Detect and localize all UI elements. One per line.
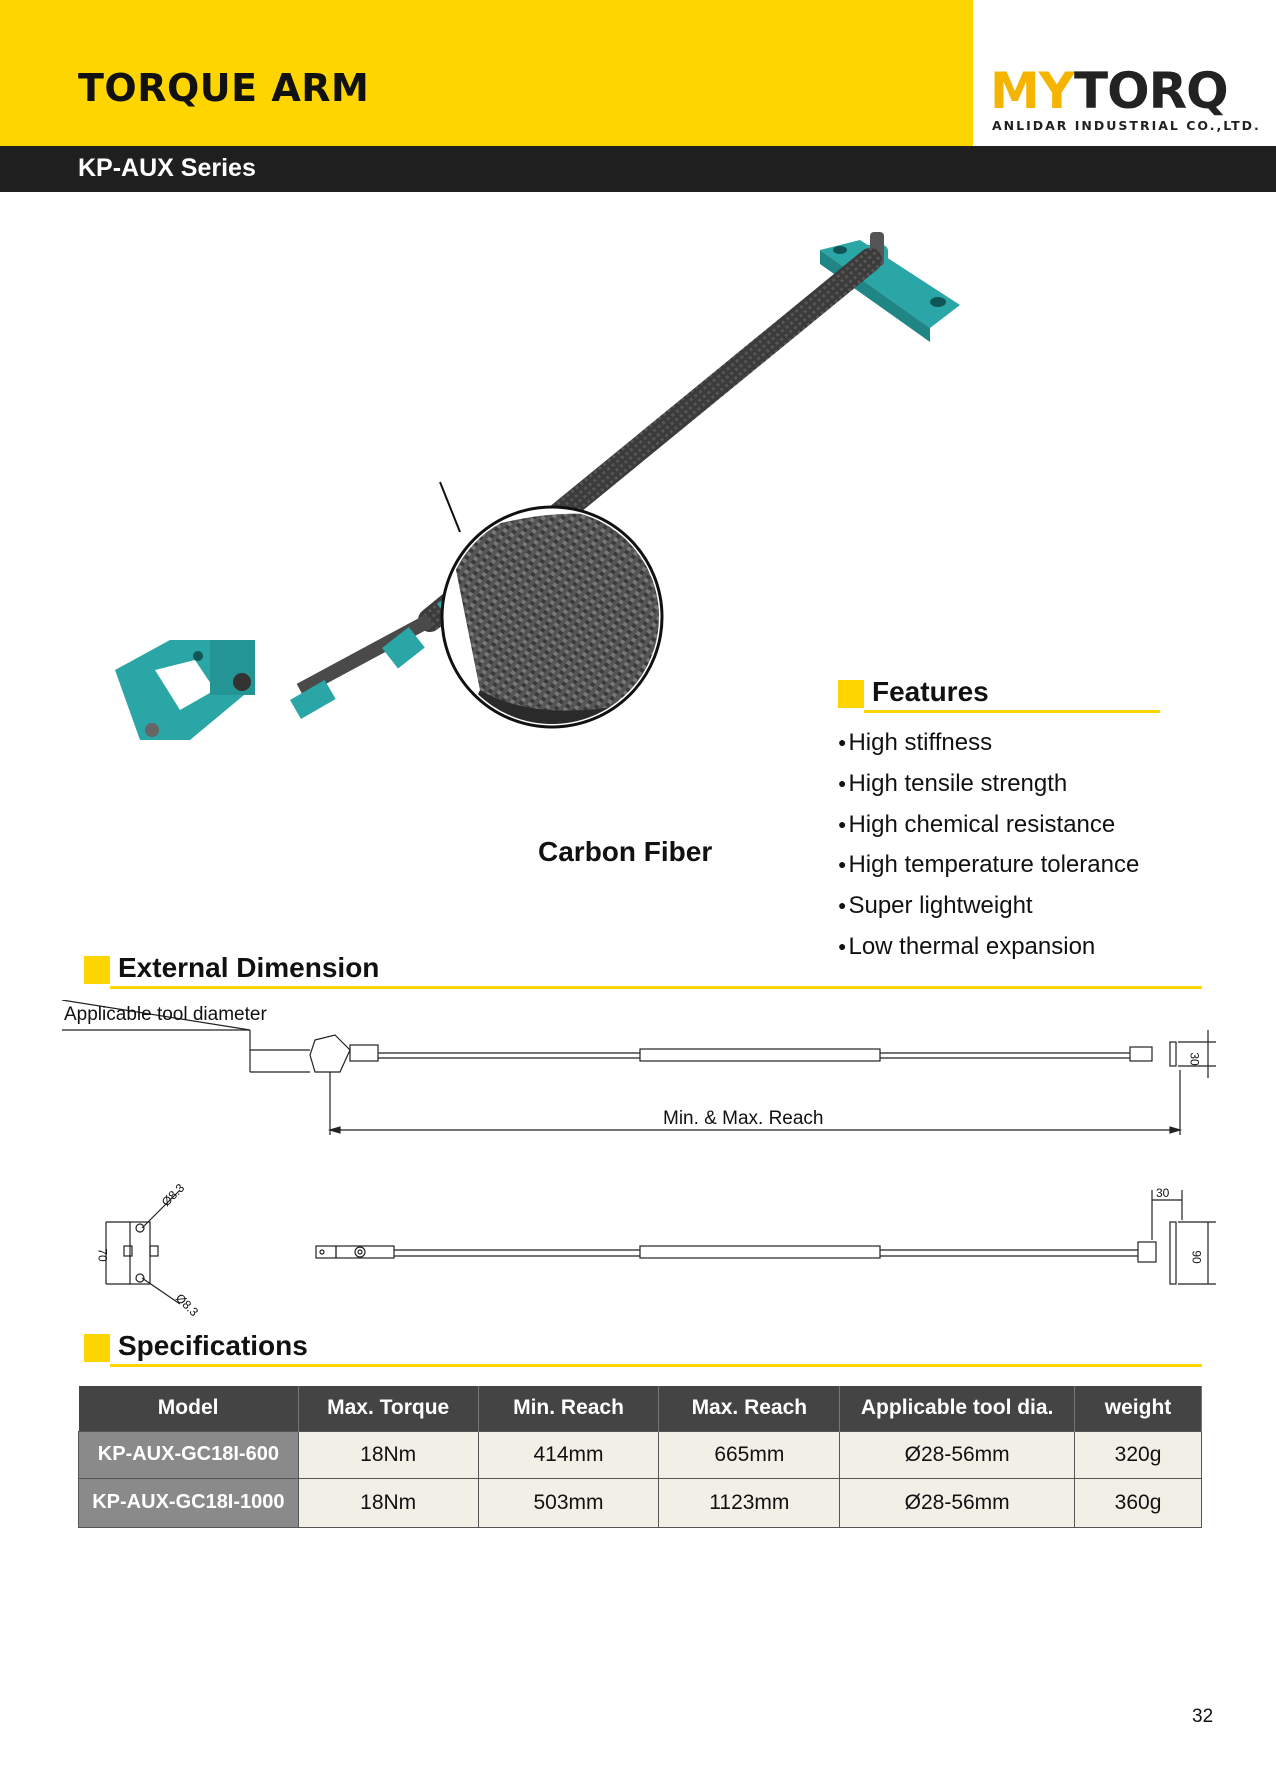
table-cell: Ø28-56mm — [840, 1478, 1075, 1527]
page-title: TORQUE ARM — [78, 66, 370, 110]
model-cell: KP-AUX-GC18I-1000 — [79, 1478, 299, 1527]
table-cell: Ø28-56mm — [840, 1431, 1075, 1478]
tool-diameter-label: Applicable tool diameter — [64, 1004, 267, 1025]
dim-70: 70 — [95, 1248, 110, 1262]
clamp-head-icon — [115, 640, 255, 740]
table-cell: 503mm — [478, 1478, 659, 1527]
specifications-table — [78, 1386, 1202, 1528]
section-marker-icon — [838, 680, 864, 708]
table-cell: 18Nm — [298, 1478, 478, 1527]
external-dimension-heading: External Dimension — [84, 952, 1202, 986]
table-cell: 1123mm — [659, 1478, 840, 1527]
company-name: ANLIDAR INDUSTRIAL CO.,LTD. — [992, 118, 1261, 133]
table-cell: 414mm — [478, 1431, 659, 1478]
features-list — [838, 724, 1139, 969]
reach-label: Min. & Max. Reach — [663, 1108, 824, 1129]
feature-item: ● High chemical resistance — [838, 806, 1139, 847]
table-cell: 18Nm — [298, 1431, 478, 1478]
diameter-top: Ø8.3 — [158, 1180, 188, 1210]
table-row — [79, 1478, 1202, 1527]
table-header-row — [79, 1386, 1202, 1431]
dim-30-side: 30 — [1156, 1186, 1170, 1200]
section-marker-icon — [84, 1334, 110, 1362]
section-marker-icon — [84, 956, 110, 984]
features-heading: Features — [838, 676, 1160, 710]
carbon-fiber-detail-icon — [442, 507, 680, 733]
column-header: Max. Reach — [659, 1386, 840, 1431]
column-header: Max. Torque — [298, 1386, 478, 1431]
feature-item: ● High stiffness — [838, 724, 1139, 765]
feature-item: ● Super lightweight — [838, 887, 1139, 928]
brand-logo: MYTORQ ANLIDAR INDUSTRIAL CO.,LTD. — [990, 62, 1261, 133]
model-cell: KP-AUX-GC18I-600 — [79, 1431, 299, 1478]
column-header: Model — [79, 1386, 299, 1431]
carbon-fiber-caption: Carbon Fiber — [538, 836, 713, 867]
dimension-drawing — [60, 1000, 1220, 1330]
dim-30-top: 30 — [1187, 1052, 1202, 1066]
column-header: weight — [1075, 1386, 1202, 1431]
table-cell: 665mm — [659, 1431, 840, 1478]
feature-item: ● High temperature tolerance — [838, 846, 1139, 887]
feature-item: ● High tensile strength — [838, 765, 1139, 806]
dim-90: 90 — [1189, 1250, 1204, 1264]
page-number: 32 — [1192, 1706, 1214, 1727]
table-cell: 320g — [1075, 1431, 1202, 1478]
table-row — [79, 1431, 1202, 1478]
specifications-heading: Specifications — [84, 1330, 1202, 1364]
column-header: Min. Reach — [478, 1386, 659, 1431]
table-cell: 360g — [1075, 1478, 1202, 1527]
column-header: Applicable tool dia. — [840, 1386, 1075, 1431]
series-title: KP-AUX Series — [78, 154, 256, 182]
diameter-bottom: Ø8.3 — [172, 1290, 202, 1320]
feature-item: ● Low thermal expansion — [838, 928, 1139, 969]
